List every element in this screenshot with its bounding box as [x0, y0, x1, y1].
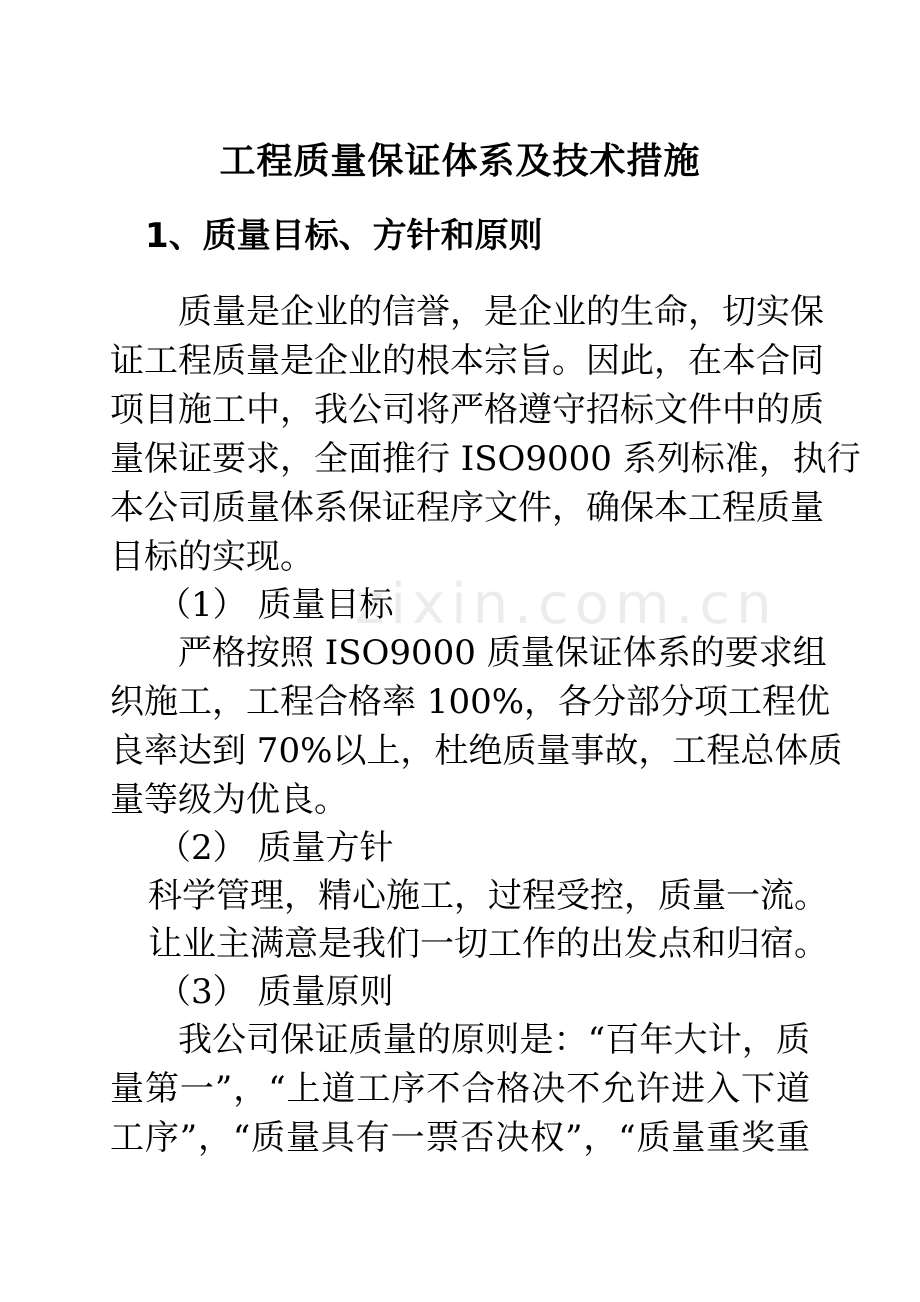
section-heading: 1、质量目标、方针和原则: [145, 216, 543, 256]
paragraph-line: 本公司质量体系保证程序文件，确保本工程质量: [110, 488, 824, 528]
paragraph-line: 项目施工中，我公司将严格遵守招标文件中的质: [110, 390, 824, 430]
subsection-heading: （1） 质量目标: [157, 585, 394, 625]
paragraph-line: 证工程质量是企业的根本宗旨。因此，在本合同: [110, 341, 824, 381]
subsection-heading: （3） 质量原则: [157, 972, 394, 1012]
paragraph-line: 量保证要求，全面推行 ISO9000 系列标准，执行: [110, 439, 861, 479]
paragraph-line: 严格按照 ISO9000 质量保证体系的要求组: [178, 633, 827, 673]
paragraph-line: 工序”，“质量具有一票否决权”，“质量重奖重: [110, 1118, 810, 1158]
paragraph-line: 质量是企业的信誉，是企业的生命，切实保: [178, 292, 824, 332]
paragraph-line: 量等级为优良。: [110, 780, 348, 820]
subsection-heading: （2） 质量方针: [157, 828, 394, 868]
paragraph-line: 科学管理，精心施工，过程受控，质量一流。: [148, 876, 828, 916]
paragraph-line: 良率达到 70%以上，杜绝质量事故，工程总体质: [110, 731, 843, 771]
paragraph-line: 目标的实现。: [110, 537, 314, 577]
paragraph-line: 织施工，工程合格率 100%，各分部分项工程优: [110, 682, 831, 722]
document-title: 工程质量保证体系及技术措施: [219, 141, 701, 182]
paragraph-line: 让业主满意是我们一切工作的出发点和归宿。: [148, 924, 828, 964]
paragraph-line: 我公司保证质量的原则是：“百年大计，质: [178, 1020, 810, 1060]
paragraph-line: 量第一”，“上道工序不合格决不允许进入下道: [110, 1069, 810, 1109]
watermark: zixin.com.cn: [355, 572, 778, 637]
